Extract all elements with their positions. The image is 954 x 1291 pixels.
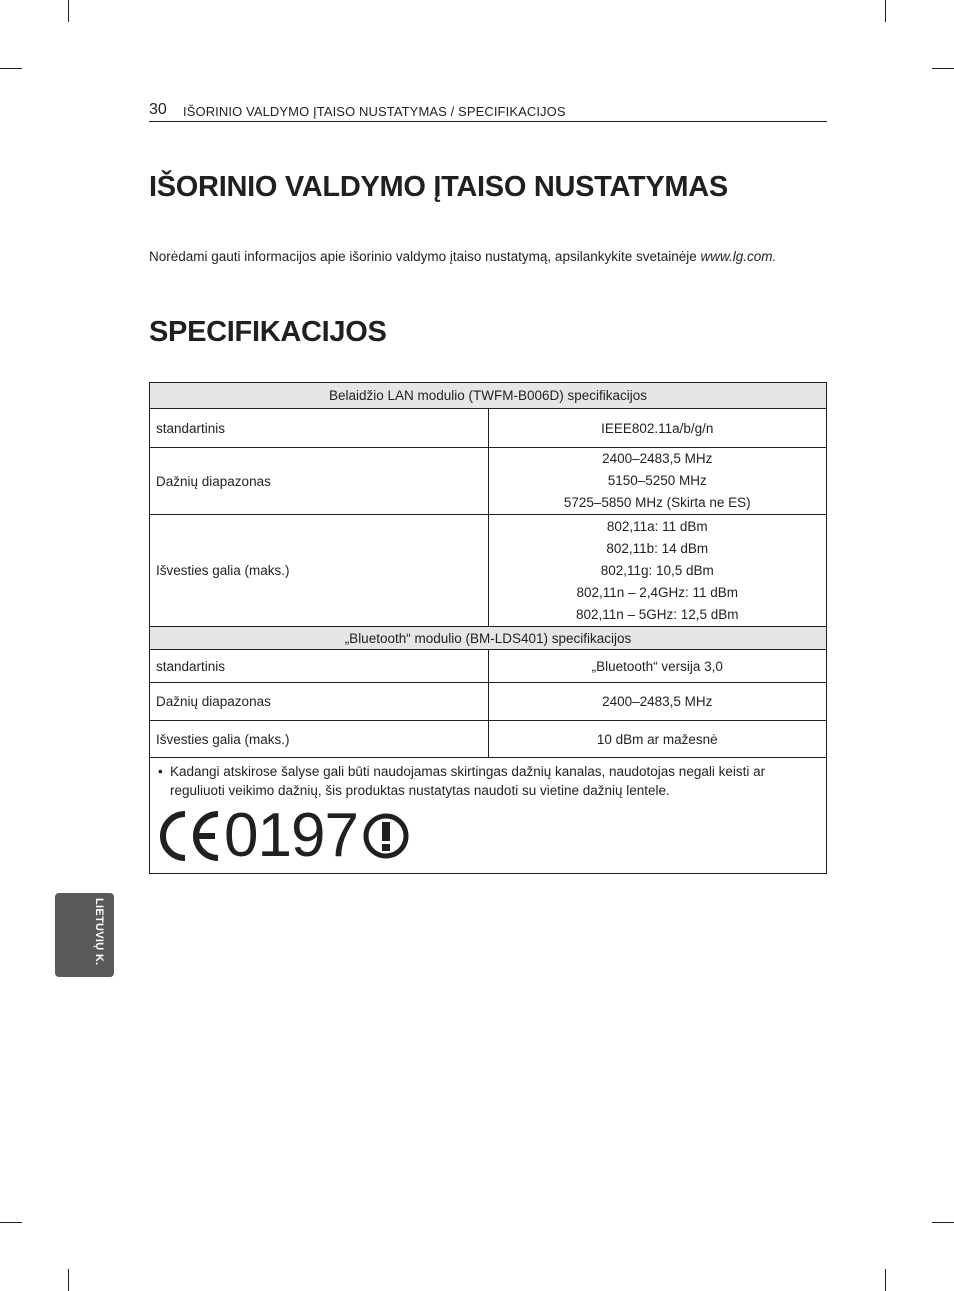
crop-mark — [885, 0, 886, 22]
value-line: 5150–5250 MHz — [607, 473, 707, 488]
language-tab-label: LIETUVIŲ K. — [93, 898, 105, 966]
website-link[interactable]: www.lg.com. — [700, 249, 777, 264]
page-header — [149, 101, 827, 122]
crop-mark — [0, 68, 22, 69]
crop-mark — [885, 1269, 886, 1291]
bluetooth-heading: „Bluetooth“ modulio (BM-LDS401) specifikacijos — [150, 627, 827, 650]
certification-mark — [158, 801, 816, 870]
table-row — [150, 683, 827, 721]
intro-sentence: Norėdami gauti informacijos apie išorinio valdymo įtaiso nustatymą, apsilankykite svetainėje — [149, 249, 701, 264]
table-note-row — [150, 758, 827, 874]
wlan-heading: Belaidžio LAN modulio (TWFM-B006D) specifikacijos — [150, 383, 827, 409]
row-value — [488, 515, 827, 627]
table-row — [150, 721, 827, 758]
row-value: IEEE802.11a/b/g/n — [488, 409, 827, 448]
alert-circle-icon — [362, 812, 410, 860]
row-value: „Bluetooth“ versija 3,0 — [488, 650, 827, 683]
value-line: 5725–5850 MHz (Skirta ne ES) — [563, 495, 751, 510]
section-title-setup: IŠORINIO VALDYMO ĮTAISO NUSTATYMAS — [149, 171, 728, 203]
note-cell — [150, 758, 827, 874]
value-line: 2400–2483,5 MHz — [602, 451, 713, 466]
note-text: Kadangi atskirose šalyse gali būti naudojamas skirtingas dažnių kanalas, naudotojas negali keisti ar reguliuoti veikimo dažnių, šis produktas nustatytas naudoti su vietine dažnių lentele. — [170, 764, 766, 798]
value-line: 802,11n – 5GHz: 12,5 dBm — [575, 606, 739, 622]
row-value — [488, 448, 827, 515]
crop-mark — [932, 68, 954, 69]
crop-mark — [0, 1222, 22, 1223]
table-row — [150, 448, 827, 515]
value-line: 802,11n – 2,4GHz: 11 dBm — [576, 584, 739, 600]
value-line: 802,11g: 10,5 dBm — [600, 562, 714, 578]
value-line: 802,11b: 14 dBm — [606, 540, 709, 556]
page-number: 30 — [149, 101, 167, 118]
running-title: IŠORINIO VALDYMO ĮTAISO NUSTATYMAS / SPECIFIKACIJOS — [183, 104, 566, 119]
row-label: Išvesties galia (maks.) — [150, 721, 489, 758]
row-label: Dažnių diapazonas — [150, 683, 489, 721]
table-row — [150, 650, 827, 683]
intro-text — [149, 249, 776, 264]
row-label: Dažnių diapazonas — [150, 448, 489, 515]
ce-mark-icon — [158, 811, 220, 861]
table-section-header — [150, 383, 827, 409]
bullet: • — [158, 764, 163, 779]
crop-mark — [68, 1269, 69, 1291]
crop-mark — [932, 1222, 954, 1223]
row-label: Išvesties galia (maks.) — [150, 515, 489, 627]
row-value: 10 dBm ar mažesnė — [488, 721, 827, 758]
crop-mark — [68, 0, 69, 22]
row-label: standartinis — [150, 650, 489, 683]
table-row — [150, 409, 827, 448]
table-row — [150, 515, 827, 627]
value-line: 802,11a: 11 dBm — [606, 518, 708, 534]
row-label: standartinis — [150, 409, 489, 448]
section-title-specs: SPECIFIKACIJOS — [149, 316, 387, 348]
note — [158, 762, 816, 800]
spec-table — [149, 382, 827, 874]
notified-body-number: 0197 — [224, 801, 358, 870]
row-value: 2400–2483,5 MHz — [488, 683, 827, 721]
language-tab — [55, 893, 114, 977]
table-section-header — [150, 627, 827, 650]
